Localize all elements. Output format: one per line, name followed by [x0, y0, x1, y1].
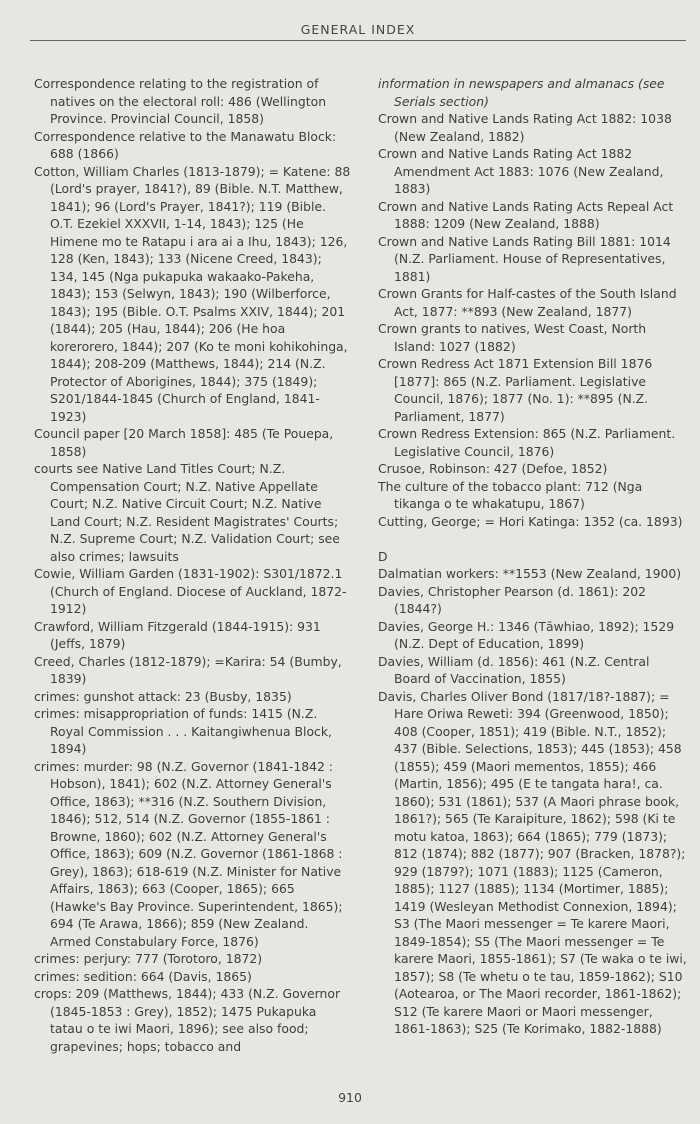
index-entry: crimes: murder: 98 (N.Z. Governor (1841-1842 : Hobson), 1841); 602 (N.Z. Attorney General's Office, 1863); **316 (N.Z. Southern Division, 1846); 512, 514 (N.Z. Governor (1855-1861 : Browne, 1860); 602 (N.Z. Attorney General's Office, 1863); 609 (N.Z. Governor (1861-1868 : Grey), 1863); 618-619 (N.Z. Minister for Native Affairs, 1863); 663 (Cooper, 1865); 665 (Hawke's Bay Province. Superintendent, 1865); 694 (Te Arawa, 1866); 859 (New Zealand. Armed Constabulary Force, 1876) — [34, 758, 343, 949]
section-spacer — [378, 530, 688, 548]
index-entry: Davis, Charles Oliver Bond (1817/18?-1887); = Hare Oriwa Reweti: 394 (Greenwood, 1850); 408 (Cooper, 1851); 419 (Bible. N.T., 1852); 437 (Bible. Selections, 1853); 445 (1853); 458 (1855); 459 (Maori mementos, 1855); 466 (Martin, 1856); 495 (E te tangata hara!, ca. 1860); 531 (1861); 537 (A Maori phrase book, 1861?); 565 (Te Karaipiture, 1862); 598 (Ki te motu katoa, 1863); 664 (1865); 779 (1873); 812 (1874); 882 (1877); 907 (Bracken, 1878?); 929 (1879?); 1071 (1883); 1125 (Cameron, 1885); 1127 (1885); 1134 (Mortimer, 1885); 1419 (Wesleyan Methodist Connexion, 1894); S3 (The Maori messenger = Te karere Maori, 1849-1854); S5 (The Maori messenger = Te karere Maori, 1855-1861); S7 (Te waka o te iwi, 1857); S8 (Te whetu o te tau, 1859-1862); S10 (Aotearoa, or The Maori recorder, 1861-1862); S12 (Te karere Maori or Maori messenger, 1861-1863); S25 (Te Korimako, 1882-1888) — [378, 688, 687, 1036]
index-entry: The culture of the tobacco plant: 712 (Nga tikanga o te whakatupu, 1867) — [378, 478, 643, 511]
index-entry: crimes: sedition: 664 (Davis, 1865) — [34, 968, 252, 984]
index-entry: Crown Redress Act 1871 Extension Bill 1876 [1877]: 865 (N.Z. Parliament. Legislative Council, 1876); 1877 (No. 1): **895 (N.Z. Parliament, 1877) — [378, 356, 653, 424]
index-entry: Crown and Native Lands Rating Acts Repeal Act 1888: 1209 (New Zealand, 1888) — [378, 198, 674, 231]
page-number: 910 — [338, 1090, 362, 1105]
index-entry: Cutting, George; = Hori Katinga: 1352 (ca. 1893) — [378, 513, 683, 529]
section-letter: D — [378, 548, 388, 564]
index-entry: Davies, George H.: 1346 (Tāwhiao, 1892); 1529 (N.Z. Dept of Education, 1899) — [378, 618, 675, 651]
index-entry: Crusoe, Robinson: 427 (Defoe, 1852) — [378, 461, 608, 476]
index-entry: Crown Grants for Half-castes of the South Island Act, 1877: **893 (New Zealand, 1877) — [378, 286, 677, 319]
running-head: GENERAL INDEX — [300, 22, 416, 37]
header-rule — [30, 40, 686, 41]
index-entry: Crown and Native Lands Rating Act 1882 Amendment Act 1883: 1076 (New Zealand, 1883) — [378, 146, 664, 196]
index-entry: crops: 209 (Matthews, 1844); 433 (N.Z. Governor (1845-1853 : Grey), 1852); 1475 Pukapuka tatau o te iwi Maori, 1896); see also food; grapevines; hops; tobacco and — [34, 986, 341, 1054]
index-entry: crimes: misappropriation of funds: 1415 (N.Z. Royal Commission . . . Kaitangiwhenua Block, 1894) — [34, 706, 332, 756]
index-entry-continued: information in newspapers and almanacs (see Serials section) — [378, 76, 665, 109]
index-entry: Cowie, William Garden (1831-1902): S301/1872.1 (Church of England. Diocese of Auckland, 1872-1912) — [34, 566, 347, 616]
index-entry: Crawford, William Fitzgerald (1844-1915): 931 (Jeffs, 1879) — [34, 618, 321, 651]
index-entry: Creed, Charles (1812-1879); =Karira: 54 (Bumby, 1839) — [34, 653, 342, 686]
index-entry: crimes: perjury: 777 (Torotoro, 1872) — [34, 951, 263, 966]
right-column — [378, 75, 688, 1038]
index-entry: Council paper [20 March 1858]: 485 (Te Pouepa, 1858) — [34, 426, 334, 459]
index-entry: Cotton, William Charles (1813-1879); = Katene: 88 (Lord's prayer, 1841?), 89 (Bible. N.T. Matthew, 1841); 96 (Lord's Prayer, 1841?); 119 (Bible. O.T. Ezekiel XXXVII, 1-14, 1843); 125 (He Himene mo te Ratapu i ara ai a Ihu, 1843); 126, 128 (Ken, 1843); 133 (Nicene Creed, 1843); 134, 145 (Nga pukapuka wakaako-Pakeha, 1843); 153 (Selwyn, 1843); 190 (Wilberforce, 1843); 195 (Bible. O.T. Psalms XXIV, 1844); 201 (1844); 205 (Hau, 1844); 206 (He hoa korerorero, 1844); 207 (Ko te moni kohikohinga, 1844); 208-209 (Matthews, 1844); 214 (N.Z. Protector of Aborigines, 1844); 375 (1849); S201/1844-1845 (Church of England, 1841-1923) — [34, 163, 351, 424]
index-entry: Correspondence relative to the Manawatu Block: 688 (1866) — [34, 128, 337, 161]
left-column — [34, 75, 352, 1055]
index-entry: crimes: gunshot attack: 23 (Busby, 1835) — [34, 688, 292, 704]
index-entry: Crown and Native Lands Rating Bill 1881: 1014 (N.Z. Parliament. House of Representatives, 1881) — [378, 233, 671, 284]
index-entry: Crown and Native Lands Rating Act 1882: 1038 (New Zealand, 1882) — [378, 111, 672, 144]
index-entry: Davies, William (d. 1856): 461 (N.Z. Central Board of Vaccination, 1855) — [378, 653, 650, 686]
index-entry: Dalmatian workers: **1553 (New Zealand, 1900) — [378, 566, 682, 581]
index-entry: Crown Redress Extension: 865 (N.Z. Parliament. Legislative Council, 1876) — [378, 426, 676, 459]
index-entry: Crown grants to natives, West Coast, North Island: 1027 (1882) — [378, 321, 647, 354]
index-entry: Davies, Christopher Pearson (d. 1861): 202 (1844?) — [378, 583, 647, 616]
index-entry: courts see Native Land Titles Court; N.Z. Compensation Court; N.Z. Native Appellate Court; N.Z. Native Circuit Court; N.Z. Native Land Court; N.Z. Resident Magistrates' Courts; N.Z. Supreme Court; N.Z. Validation Court; see also crimes; lawsuits — [34, 461, 340, 564]
index-entry: Correspondence relating to the registration of natives on the electoral roll: 486 (Wellington Province. Provincial Council, 1858) — [34, 76, 327, 126]
